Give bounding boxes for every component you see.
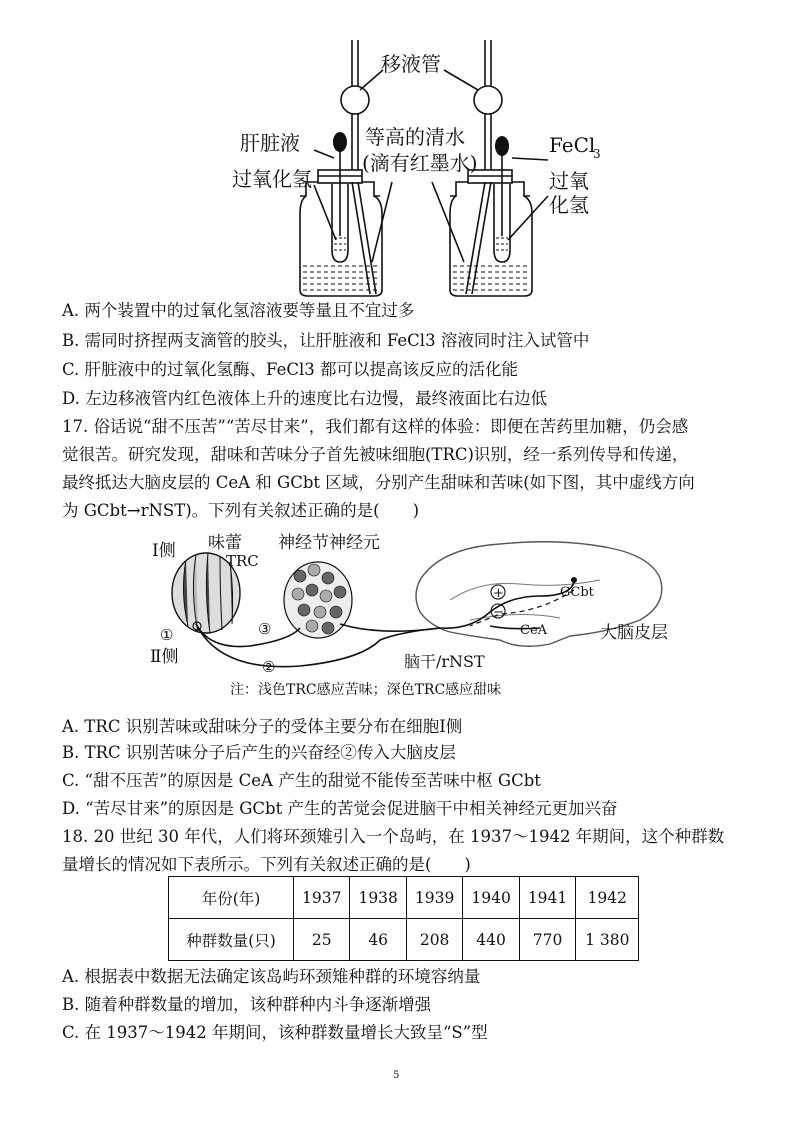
pipette-label: 移液管 [381,52,441,76]
taste-pathway-figure [0,528,793,706]
table-cell-count: 46 [350,919,406,961]
q17-option-a: A. TRC 识别苦味或甜味分子的受体主要分布在细胞Ⅰ侧 [62,717,463,736]
q16-option-d: D. 左边移液管内红色液体上升的速度比右边慢，最终液面比右边低 [62,389,548,408]
table-cell-year: 1940 [463,877,519,919]
side-2-label: Ⅱ侧 [150,647,179,667]
q18-option-b: B. 随着种群数量的增加，该种群种内斗争逐渐增强 [62,995,432,1014]
q16-option-a: A. 两个装置中的过氧化氢溶液要等量且不宜过多 [62,301,415,320]
q17-stem-line-2: 觉很苦。研究发现，甜味和苦味分子首先被味细胞(TRC)识别，经一系列传导和传递， [62,445,689,464]
h2o2-left-label: 过氧化氢 [232,167,312,191]
q16-option-c: C. 肝脏液中的过氧化氢酶、FeCl3 都可以提高该反应的活化能 [62,360,518,379]
gcbt-label: GCbt [560,585,594,600]
fecl3-label: FeCl [549,133,596,157]
plus-label: + [493,586,504,601]
table-cell-year: 1942 [576,877,639,919]
circle-1-label: ① [160,626,174,644]
taste-bud-label: 味蕾 [208,533,242,553]
q17-option-c: C. “甜不压苦”的原因是 CeA 产生的甜觉不能传至苦味中枢 GCbt [62,771,541,790]
q18-stem-line-1: 18. 20 世纪 30 年代，人们将环颈雉引入一个岛屿，在 1937～1942 年期间，这个种群数 [62,827,725,846]
q18-option-c: C. 在 1937～1942 年期间，该种群数量增长大致呈“S”型 [62,1023,488,1042]
q17-option-b: B. TRC 识别苦味分子后产生的兴奋经②传入大脑皮层 [62,743,456,762]
minus-label: − [493,605,504,620]
fecl3-subscript: 3 [593,147,601,161]
circle-2-label: ② [262,658,276,676]
water-label-1: 等高的清水 [365,125,465,149]
h2o2-right-label-2: 化氢 [549,193,589,217]
water-label-2: (滴有红墨水) [362,151,478,175]
dropper-bulb-right [495,136,509,156]
trc-label: TRC [226,552,259,570]
dropper-bulb-left [333,132,347,152]
table-cell-count: 770 [519,919,575,961]
side-1-label: Ⅰ侧 [152,541,176,561]
table-cell-count: 1 380 [576,919,639,961]
q18-option-a: A. 根据表中数据无法确定该岛屿环颈雉种群的环境容纳量 [62,967,481,986]
table-header-count: 种群数量(只) [169,919,294,961]
table-cell-count: 208 [406,919,462,961]
q17-stem-line-4: 为 GCbt→rNST)。下列有关叙述正确的是( ) [62,501,420,520]
table-cell-year: 1937 [294,877,350,919]
table-cell-year: 1939 [406,877,462,919]
population-table [168,876,639,961]
table-cell-count: 440 [463,919,519,961]
q18-stem-line-2: 量增长的情况如下表所示。下列有关叙述正确的是( ) [62,855,471,874]
page-number: 5 [393,1070,400,1081]
circle-3-label: ③ [258,620,272,638]
figure-note: 注：浅色TRC感应苦味；深色TRC感应甜味 [230,682,502,698]
cortex-label: 大脑皮层 [600,623,668,643]
q16-option-b: B. 需同时挤捏两支滴管的胶头，让肝脏液和 FeCl3 溶液同时注入试管中 [62,331,590,350]
liver-label: 肝脏液 [240,131,300,155]
table-cell-year: 1941 [519,877,575,919]
h2o2-right-label-1: 过氧 [549,169,589,193]
table-header-year: 年份(年) [169,877,294,919]
table-row-years [169,877,639,919]
table-row-counts [169,919,639,961]
q17-stem-line-3: 最终抵达大脑皮层的 CeA 和 GCbt 区域，分别产生甜味和苦味(如下图，其中虚线方向 [62,473,695,492]
table-cell-year: 1938 [350,877,406,919]
enzyme-apparatus-figure [0,0,793,300]
brainstem-label: 脑干/rNST [404,652,485,671]
q17-option-d: D. “苦尽甘来”的原因是 GCbt 产生的苦觉会促进脑干中相关神经元更加兴奋 [62,799,618,818]
q17-stem-line-1: 17. 俗话说“甜不压苦”“苦尽甘来”，我们都有这样的体验：即便在苦药里加糖，仍会感 [62,417,689,436]
table-cell-count: 25 [294,919,350,961]
cea-label: CeA [520,623,548,638]
ganglion-label: 神经节神经元 [278,533,380,553]
